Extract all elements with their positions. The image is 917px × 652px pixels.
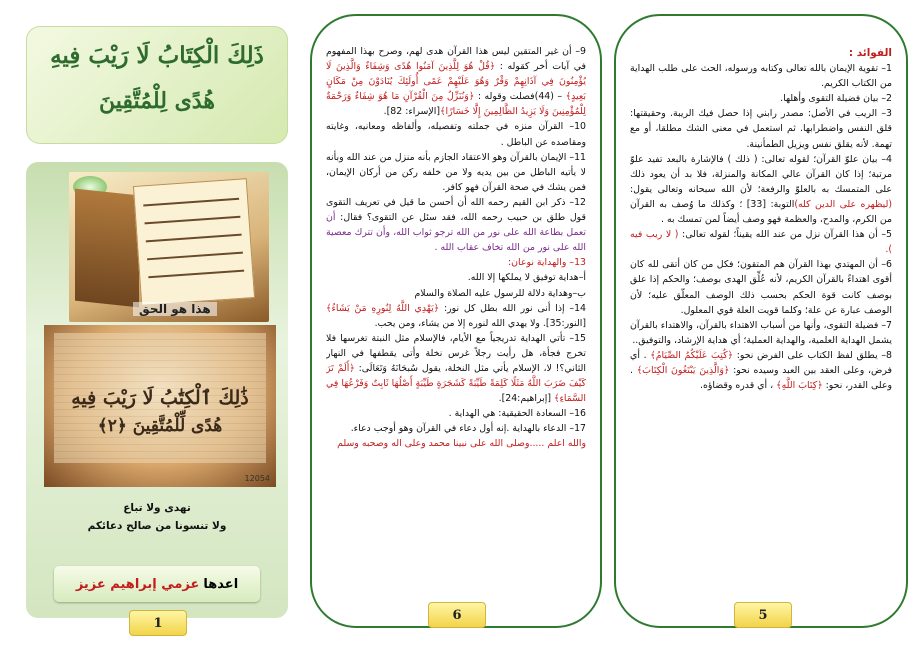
benefit-1: 1– تقوية الإيمان بالله تعالى وكتابه ورسوله، الحث على طلب الهداية من الكتاب الكريم.: [630, 63, 892, 90]
closing-line: والله اعلم .....وصلى الله على نبينا محمد وعلى اله وصحبه وسلم: [337, 438, 586, 450]
open-quran-image: [44, 325, 276, 487]
cover-title-line1: ذَلِكَ الْكِتَابُ لَا رَيْبَ فِيهِ: [50, 42, 264, 69]
page-1-panel: [14, 14, 296, 631]
image2-watermark: 12054: [244, 474, 270, 483]
item-13: 13– والهداية نوعان:: [507, 257, 586, 269]
page-5-panel: [614, 14, 908, 628]
item-14: [326, 301, 586, 331]
item-10: 10– القرآن منزه في جملته وتفصيله، وألفاظه ومعانيه، وغايته ومقاصده عن الباطل .: [326, 121, 586, 148]
benefit-8-mid2: . وعلى القدر، نحو:: [630, 364, 892, 392]
item-9-verse1: ﴿قُلْ هُوَ لِلَّذِينَ آمَنُوا هُدًى وَشِفَاءٌ وَالَّذِينَ لَا يُؤْمِنُونَ فِي آذَانِهِمْ وَقْرٌ وَهُوَ عَلَيْهِمْ عَمًى أُولَئِكَ يُنَادَوْنَ مِنْ مَكَانٍ بَعِيدٍ﴾: [326, 61, 586, 103]
benefit-4-tail: التوبة: [33] ؛ وكذلك ما وُصف به القرآن من الكرم، والمدح، والعظمة فهو وصف أيضاً لمن تمسك به .: [630, 198, 892, 226]
cover-green-box: [26, 162, 288, 618]
item-12-text: 12– ذكر ابن القيم رحمه الله أن أحسن ما قيل في تعريف التقوى قول طلق بن حبيب رحمه الله، فقد سئل عن التقوى؟ فقال:: [326, 196, 586, 224]
item-9-verse2: ﴿وَنُنَزِّلُ مِنَ الْقُرْآنِ مَا هُوَ شِفَاءٌ وَرَحْمَةٌ لِلْمُؤْمِنِينَ وَلَا يَزِيدُ الظَّالِمِينَ إِلَّا خَسَارًا﴾: [326, 91, 586, 118]
cover-title-box: [26, 26, 288, 144]
benefit-8-verse2: ﴿وَالَّذِينَ يَبْتَغُونَ الْكِتَابَ﴾: [636, 364, 730, 376]
item-14-verse: ﴿يَهْدِي اللَّهُ لِنُورِهِ مَنْ يَشَاءُ﴾: [326, 302, 440, 314]
benefit-4-text: 4– بيان علوّ القرآن؛ لقوله تعالى: ( ذلك ) فالإشارة بالبعد تفيد علوّ مرتبة؛ إذا كان القرآن عالي المكانة والمنزلة، فلا بد أن يعود ذلك على المتمسك به بالعلوّ والرفعة؛ لأن الله سبحانه وتعالى يقول:: [630, 153, 892, 195]
page-number-5: 5: [734, 602, 792, 628]
benefit-2: 2– بيان فضيلة التقوى وأهلها.: [780, 93, 892, 105]
benefit-6: 6– أن المهتدي بهذا القرآن هم المتقون؛ فكل من كان أتقى لله كان أقوى اهتداءً بالقرآن الكريم، لأنه عُلِّق الهدى بوصف؛ والحكم إذا علق بوصف كانت قوة الحكم بحسب ذلك الوصف المعلّق عليه؛ لأن الوصف عبارة عن علة؛ وكلما قويت العلة قوي المعلول.: [630, 259, 892, 316]
author-name: عزمي إبراهيم عزيز: [75, 576, 200, 592]
page-6-panel: [310, 14, 602, 628]
item-15-verse: ﴿أَلَمْ تَرَ كَيْفَ ضَرَبَ اللَّهُ مَثَلًا كَلِمَةً طَيِّبَةً كَشَجَرَةٍ طَيِّبَةٍ أَصْلُهَا ثَابِتٌ وَفَرْعُهَا فِي السَّمَاءِ﴾: [326, 362, 586, 405]
item-15-tail: [إبراهيم:24].: [498, 393, 554, 405]
benefit-8-text: 8– يطلق لفظ الكتاب على الفرض نحو:: [733, 349, 892, 361]
item-13a: أ–هداية توفيق لا يملكها إلا الله.: [467, 272, 586, 284]
item-9: [326, 44, 586, 119]
benefit-8-tail: ، أي قدره وقضاؤه.: [699, 380, 777, 392]
item-12-quote: أن تعمل بطاعة الله على نور من الله ترجو ثواب الله، وأن تترك معصية الله على نور من الله تخاف عقاب الله .: [326, 212, 586, 254]
benefit-3: 3– الريب في الأصل: مصدر رابني إذا حصل فيك الريبة. وحقيقتها: قلق النفس واضطرابها. ثم استعمل في معنى الشك مطلقا، أو مع تهمة. لأنه يقلق نفس ويزيل الطمأنينة.: [630, 108, 892, 150]
tagline-not-for-sale: تهدى ولا تباع: [123, 502, 191, 514]
item-9-ref: – (44)فصلت وقوله :: [474, 91, 566, 103]
quran-manuscript-image: [69, 172, 269, 322]
item-17: 17– الدعاء بالهداية .إنه أول دعاء في القرآن وهو أوجب دعاء.: [350, 423, 586, 435]
benefits-heading: الفوائد :: [848, 47, 892, 59]
image2-verse-line1: ذَٰلِكَ ٱلْكِتَٰبُ لَا رَيْبَ فِيهِ: [71, 387, 249, 409]
author-badge: [54, 566, 260, 602]
item-15-text: 15– تأتي الهداية تدريجياً مع الأيام، فالإسلام مثل النبتة تغرسها فلا تخرج فجأة، هل رأيت رجلاً غرس نخلة وأتى يقطفها في النهار الثاني؟! لا، الإسلام يأتي مثل النخلة، يقول سُبحَانَهُ وَتَعَالَى:: [326, 332, 586, 374]
item-15: [326, 331, 586, 406]
page-5-text: [630, 46, 892, 592]
benefit-7: 7– فضيلة التقوى، وأنها من أسباب الاهتداء بالقرآن، والاهتداء بالقرآن يشمل الهداية العلمية، والهداية العملية؛ أي هداية الإرشاد، والتوفيق..: [630, 319, 892, 346]
benefit-5: [630, 227, 892, 257]
benefit-5-text: 5– أن هذا القرآن نزل من عند الله يقيناً؛ لقوله تعالى:: [682, 229, 892, 241]
benefit-8-verse1: ﴿كُتِبَ عَلَيْكُمُ الصِّيَامُ﴾: [650, 349, 734, 361]
book-cover-shape: [75, 189, 139, 308]
cover-title-line2: هُدًى لِلْمُتَّقِينَ: [99, 88, 215, 114]
image1-caption: هذا هو الحق: [133, 302, 217, 316]
item-12: [326, 195, 586, 255]
item-9-ref2: [الإسراء: 82].: [383, 106, 441, 118]
author-prefix: اعدها: [203, 576, 239, 592]
benefit-4-verse: (ليظهره على الدين كله): [794, 198, 892, 210]
benefit-5-verse: ( لا ريب فيه ).: [630, 229, 892, 256]
benefit-8: [630, 348, 892, 393]
item-13b: ب–وهداية دلالة للرسول عليه الصلاة والسلام: [414, 287, 586, 299]
page-number-1: 1: [129, 610, 187, 636]
item-14-text: 14– إذا أنى نور الله بطل كل نور:: [439, 302, 586, 314]
item-9-intro: 9– أن غير المتقين ليس هذا القرآن هدى لهم، وصرح بهذا المفهوم في آيات أخر كقوله :: [326, 46, 586, 73]
page-number-6: 6: [428, 602, 486, 628]
manuscript-page-shape: [133, 178, 255, 306]
benefit-8-mid: . أي فرض، وعلى العقد بين العبد وسيده نحو:: [630, 349, 892, 376]
tagline-prayer-request: ولا تنسونا من صالح دعائكم: [87, 520, 227, 532]
benefit-8-verse3: ﴿كِتَابَ اللَّهِ﴾: [776, 380, 823, 392]
item-16: 16– السعادة الحقيقية: هي الهداية .: [448, 408, 586, 420]
item-14-tail: [النور:35]. ولا يهدي الله لنوره إلا من يشاء، ومن يحب.: [374, 317, 586, 329]
benefit-4: [630, 152, 892, 227]
page-6-text: [326, 44, 586, 592]
item-11: 11– الإيمان بالقرآن وهو الاعتقاد الجازم بأنه منزل من عند الله وبأنه لا يأتيه الباطل من بين يديه ولا من خلفه ركن من أركان الإيمان، فمن يشك في صحة القرآن فهو كافر.: [326, 151, 586, 193]
image2-verse-line2: هُدًى لِّلْمُتَّقِينَ ﴿٢﴾: [97, 416, 223, 436]
